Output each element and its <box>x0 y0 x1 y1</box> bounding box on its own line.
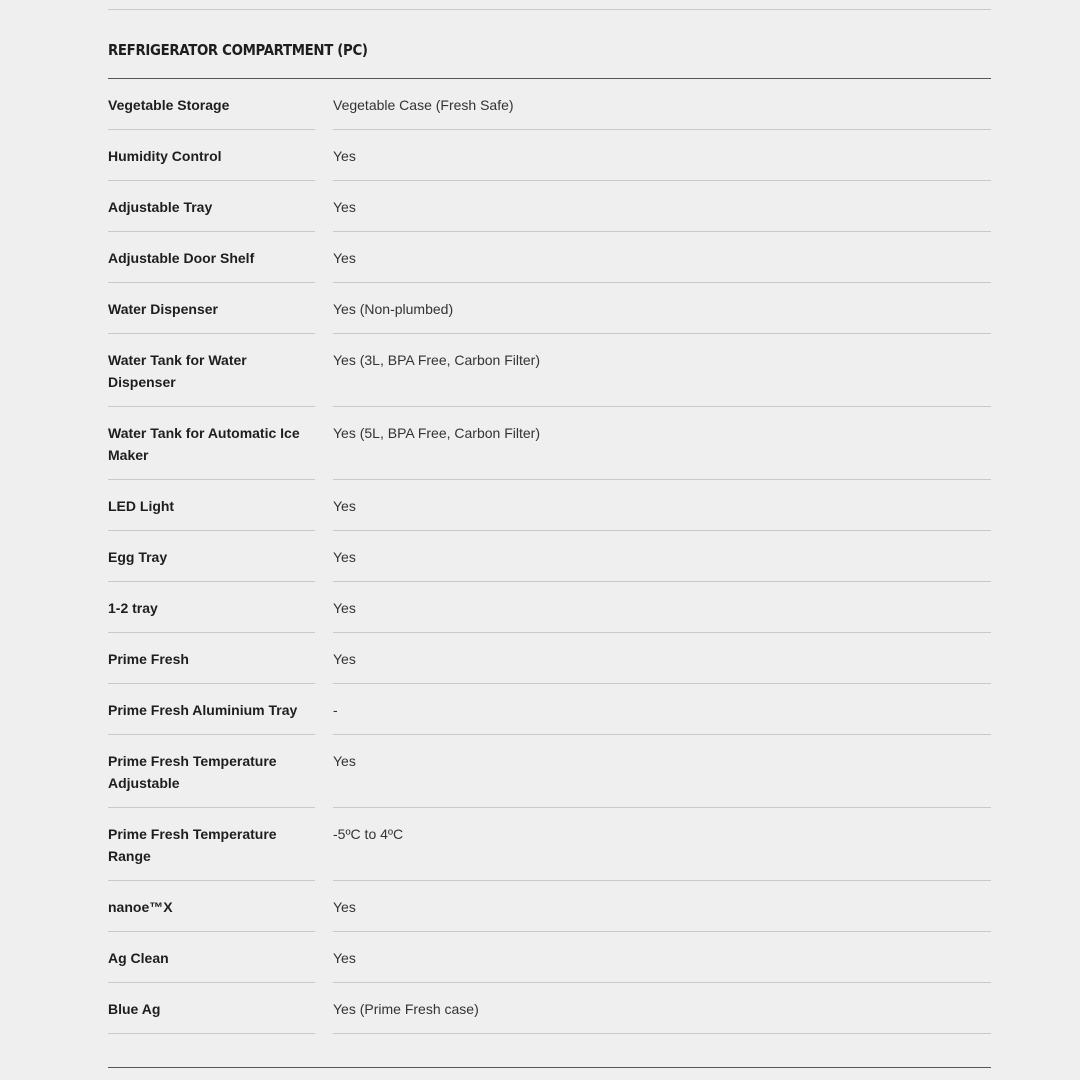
spec-value: Yes <box>333 130 991 181</box>
spec-row <box>108 334 991 407</box>
spec-label: Prime Fresh Aluminium Tray <box>108 684 315 735</box>
spec-value: -5ºC to 4ºC <box>333 808 991 881</box>
spec-label: 1-2 tray <box>108 582 315 633</box>
spec-label: Vegetable Storage <box>108 79 315 130</box>
spec-row <box>108 582 991 633</box>
spec-row <box>108 232 991 283</box>
spec-value: Yes (Non-plumbed) <box>333 283 991 334</box>
spec-value: Yes <box>333 735 991 808</box>
spec-value: Vegetable Case (Fresh Safe) <box>333 79 991 130</box>
spec-row <box>108 283 991 334</box>
spec-value: Yes <box>333 633 991 684</box>
spec-row <box>108 983 991 1034</box>
spec-row <box>108 932 991 983</box>
spec-label: Prime Fresh Temperature Adjustable <box>108 735 315 808</box>
spec-row <box>108 181 991 232</box>
spec-label: Adjustable Tray <box>108 181 315 232</box>
spec-value: Yes <box>333 932 991 983</box>
spec-value: Yes <box>333 480 991 531</box>
spec-value: Yes <box>333 232 991 283</box>
spec-row <box>108 684 991 735</box>
refrigerator-compartment-section <box>108 38 991 1034</box>
spec-label: Humidity Control <box>108 130 315 181</box>
spec-label: Egg Tray <box>108 531 315 582</box>
spec-row <box>108 480 991 531</box>
spec-row <box>108 881 991 932</box>
spec-label: Ag Clean <box>108 932 315 983</box>
spec-row <box>108 531 991 582</box>
spec-label: Prime Fresh <box>108 633 315 684</box>
spec-value: - <box>333 684 991 735</box>
spec-value: Yes <box>333 181 991 232</box>
spec-value: Yes (Prime Fresh case) <box>333 983 991 1034</box>
spec-row <box>108 79 991 130</box>
spec-value: Yes (5L, BPA Free, Carbon Filter) <box>333 407 991 480</box>
spec-row <box>108 633 991 684</box>
spec-label: Water Tank for Water Dispenser <box>108 334 315 407</box>
spec-label: Prime Fresh Temperature Range <box>108 808 315 881</box>
spec-label: Adjustable Door Shelf <box>108 232 315 283</box>
spec-value: Yes <box>333 582 991 633</box>
spec-value: Yes <box>333 881 991 932</box>
spec-value: Yes (3L, BPA Free, Carbon Filter) <box>333 334 991 407</box>
spec-row <box>108 407 991 480</box>
section-title: REFRIGERATOR COMPARTMENT (PC) <box>108 41 368 59</box>
next-section-divider <box>108 1067 991 1068</box>
spec-table <box>108 79 991 1034</box>
spec-label: LED Light <box>108 480 315 531</box>
spec-value: Yes <box>333 531 991 582</box>
spec-row <box>108 808 991 881</box>
spec-row <box>108 130 991 181</box>
spec-row <box>108 735 991 808</box>
spec-label: nanoe™X <box>108 881 315 932</box>
spec-label: Blue Ag <box>108 983 315 1034</box>
top-divider <box>108 9 991 10</box>
spec-label: Water Tank for Automatic Ice Maker <box>108 407 315 480</box>
spec-label: Water Dispenser <box>108 283 315 334</box>
